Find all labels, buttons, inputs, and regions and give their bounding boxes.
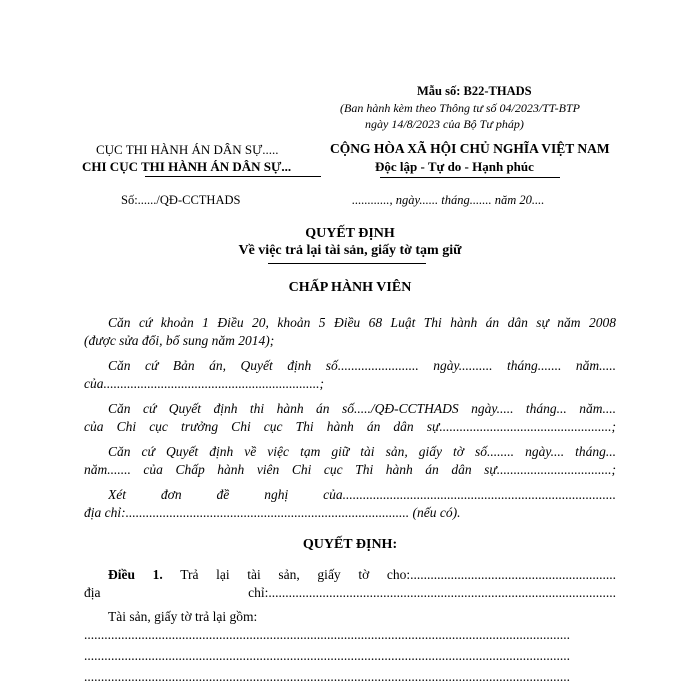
decision-date: ............, ngày...... tháng....... năm 20.... (352, 193, 545, 207)
basis-3-line-2: của Chi cục trưởng Chi cục Thi hành án dân sự...................................................; (84, 419, 616, 434)
agency-underline (145, 176, 321, 177)
document-subtitle: Về việc trả lại tài sản, giấy tờ tạm giữ (238, 243, 462, 258)
article-1-label: Điều 1. (108, 567, 163, 582)
basis-4-line-1: Căn cứ Quyết định về việc tạm giữ tài sản, giấy tờ số........ ngày.... tháng... (108, 444, 616, 459)
basis-2-line-1: Căn cứ Bản án, Quyết định số........................ ngày.......... tháng....... năm..... (108, 358, 616, 373)
dots-line-3: ................................................................................................................................................ (84, 669, 570, 684)
document-title: QUYẾT ĐỊNH (305, 226, 395, 241)
decision-number: Số:....../QĐ-CCTHADS (121, 193, 241, 207)
authority-heading: CHẤP HÀNH VIÊN (288, 280, 412, 295)
basis-1-line-2: (được sửa đổi, bổ sung năm 2014); (84, 333, 275, 348)
subtitle-underline (268, 263, 426, 264)
national-motto: Độc lập - Tự do - Hạnh phúc (375, 159, 534, 174)
article-1 (108, 567, 616, 583)
agency-name: CHI CỤC THI HÀNH ÁN DÂN SỰ... (82, 159, 292, 174)
national-title: CỘNG HÒA XÃ HỘI CHỦ NGHĨA VIỆT NAM (330, 141, 610, 156)
dots-line-2: ................................................................................................................................................ (84, 648, 570, 663)
items-label: Tài sản, giấy tờ trả lại gồm: (108, 609, 258, 624)
dots-line-1: ................................................................................................................................................ (84, 627, 570, 642)
form-issued-by: (Ban hành kèm theo Thông tư số 04/2023/TT-BTP (340, 101, 580, 115)
article-1-text: Trả lại tài sản, giấy tờ cho:............................................................. (180, 567, 616, 582)
motto-underline (380, 177, 560, 178)
basis-5-line-2: địa chỉ:.................................................................................... (nếu có). (84, 505, 461, 520)
form-issued-date: ngày 14/8/2023 của Bộ Tư pháp) (365, 117, 524, 131)
basis-3-line-1: Căn cứ Quyết định thi hành án số...../QĐ-CCTHADS ngày..... tháng... năm.... (108, 401, 616, 416)
basis-5-line-1: Xét đơn đề nghị của................................................................................. (108, 487, 616, 502)
decision-heading: QUYẾT ĐỊNH: (302, 537, 398, 552)
basis-1-line-1: Căn cứ khoản 1 Điều 20, khoản 5 Điều 68 Luật Thi hành án dân sự năm 2008 (108, 315, 616, 330)
agency-parent: CỤC THI HÀNH ÁN DÂN SỰ..... (96, 142, 279, 157)
basis-2-line-2: của................................................................; (84, 376, 324, 391)
form-number: Mẫu số: B22-THADS (417, 84, 532, 98)
article-1-address: địa chỉ:....................................................................................................... (84, 585, 616, 600)
basis-4-line-2: năm....... của Chấp hành viên Chi cục Thi hành án dân sự..................................; (84, 462, 616, 477)
